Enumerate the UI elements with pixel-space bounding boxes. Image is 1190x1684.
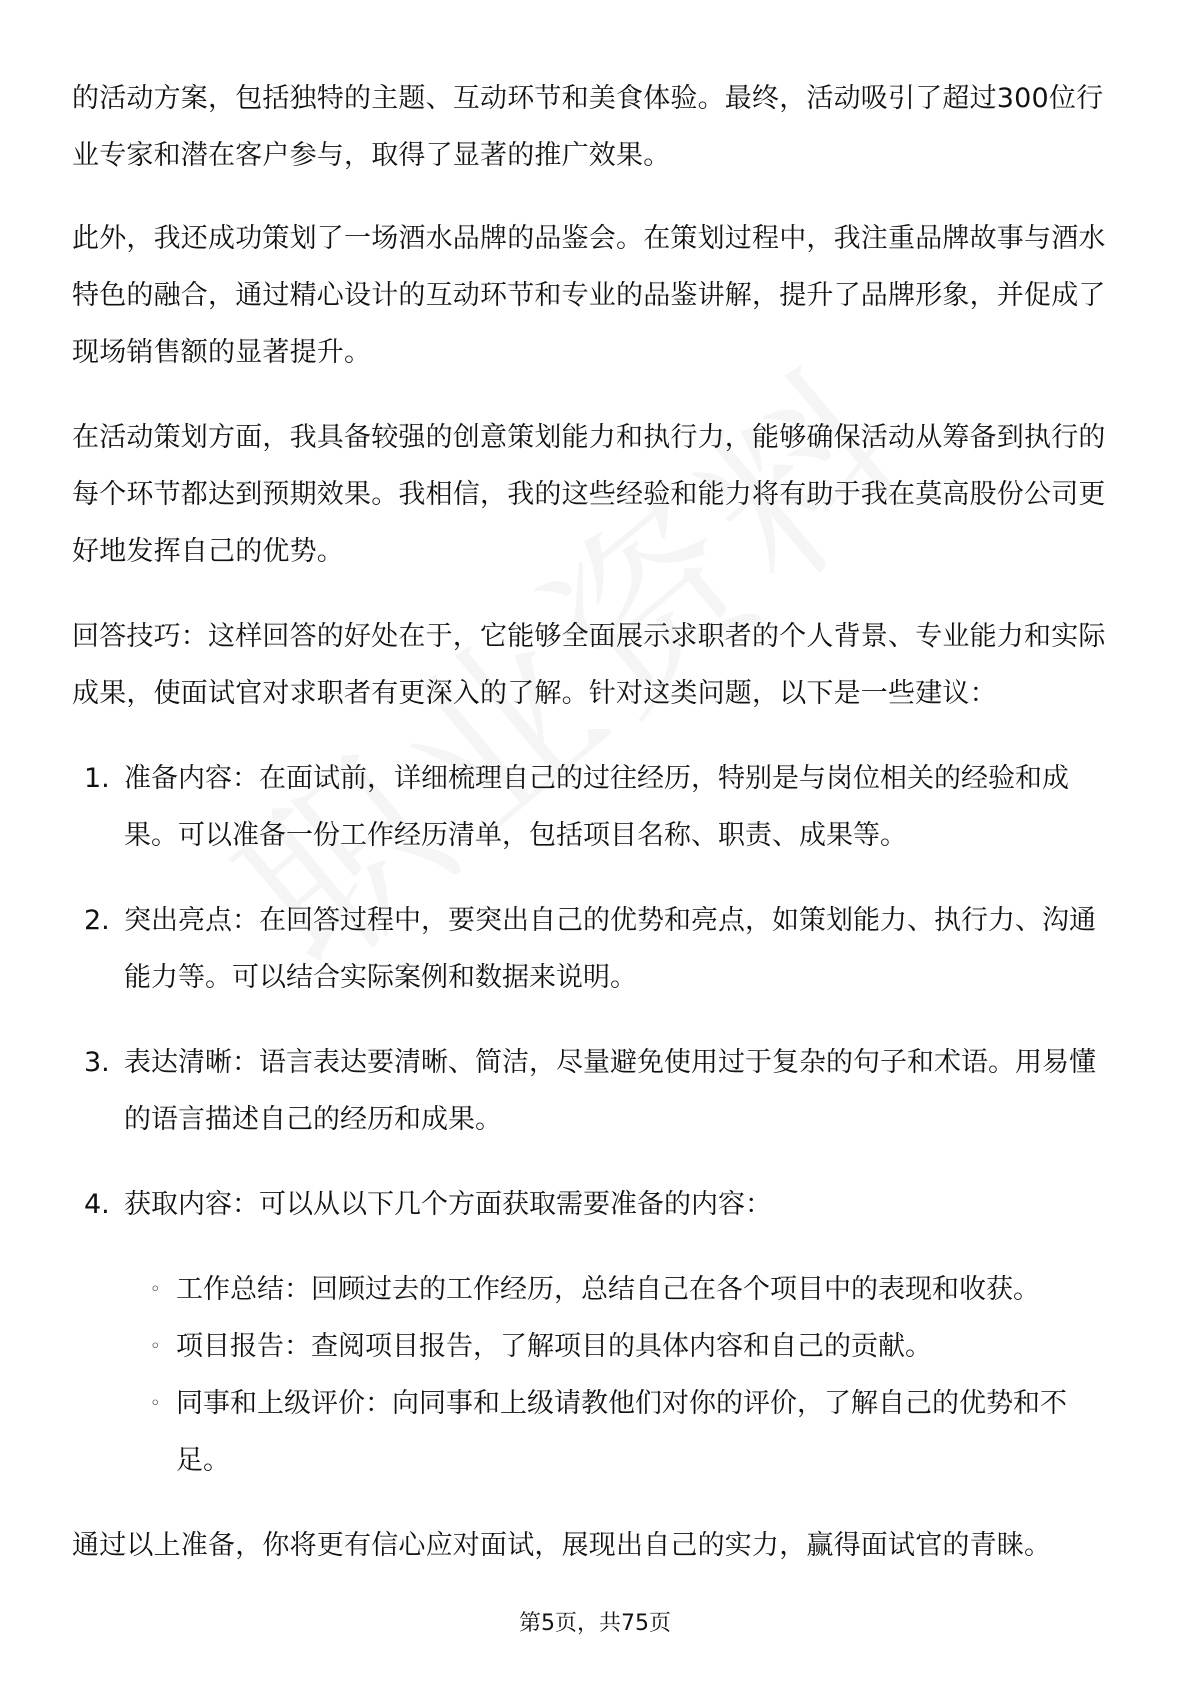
list-item-text: 获取内容：可以从以下几个方面获取需要准备的内容： — [124, 1189, 772, 1220]
list-item-text: 表达清晰：语言表达要清晰、简洁，尽量避免使用过于复杂的句子和术语。用易懂的语言描述自己的经历和成果。 — [124, 1047, 1096, 1135]
list-item — [72, 1176, 1112, 1233]
bullet-icon: ◦ — [150, 1393, 161, 1414]
tips-list — [72, 750, 1112, 1233]
bullet-icon: ◦ — [150, 1279, 161, 1300]
list-item — [72, 1318, 1112, 1375]
list-item — [72, 1261, 1112, 1318]
list-item-text: 准备内容：在面试前，详细梳理自己的过往经历，特别是与岗位相关的经验和成果。可以准备一份工作经历清单，包括项目名称、职责、成果等。 — [124, 763, 1069, 851]
list-item-text: 同事和上级评价：向同事和上级请教他们对你的评价，了解自己的优势和不足。 — [176, 1388, 1067, 1476]
list-item — [72, 1034, 1112, 1148]
bullet-icon: ◦ — [150, 1336, 161, 1357]
list-number: 1. — [84, 763, 110, 794]
answer-tips-intro: 回答技巧：这样回答的好处在于，它能够全面展示求职者的个人背景、专业能力和实际成果，使面试官对求职者有更深入的了解。针对这类问题，以下是一些建议： — [72, 621, 1106, 709]
list-item-text: 项目报告：查阅项目报告，了解项目的具体内容和自己的贡献。 — [176, 1331, 932, 1362]
paragraph: 在活动策划方面，我具备较强的创意策划能力和执行力，能够确保活动从筹备到执行的每个环节都达到预期效果。我相信，我的这些经验和能力将有助于我在莫高股份公司更好地发挥自己的优势。 — [72, 422, 1106, 567]
list-item — [72, 750, 1112, 864]
paragraph: 此外，我还成功策划了一场酒水品牌的品鉴会。在策划过程中，我注重品牌故事与酒水特色的融合，通过精心设计的互动环节和专业的品鉴讲解，提升了品牌形象，并促成了现场销售额的显著提升。 — [72, 223, 1106, 368]
list-item — [72, 1375, 1112, 1489]
paragraph: 的活动方案，包括独特的主题、互动环节和美食体验。最终，活动吸引了超过300位行业专家和潜在客户参与，取得了显著的推广效果。 — [72, 83, 1104, 171]
sources-list — [72, 1261, 1112, 1489]
list-number: 3. — [84, 1047, 110, 1078]
list-item-text: 突出亮点：在回答过程中，要突出自己的优势和亮点，如策划能力、执行力、沟通能力等。可以结合实际案例和数据来说明。 — [124, 905, 1096, 993]
closing-paragraph: 通过以上准备，你将更有信心应对面试，展现出自己的实力，赢得面试官的青睐。 — [72, 1530, 1052, 1561]
list-number: 4. — [84, 1189, 110, 1220]
list-item — [72, 892, 1112, 1006]
document-body — [72, 70, 1112, 1602]
list-number: 2. — [84, 905, 110, 936]
list-item-text: 工作总结：回顾过去的工作经历，总结自己在各个项目中的表现和收获。 — [176, 1274, 1040, 1305]
page-footer: 第5页，共75页 — [519, 1611, 671, 1636]
